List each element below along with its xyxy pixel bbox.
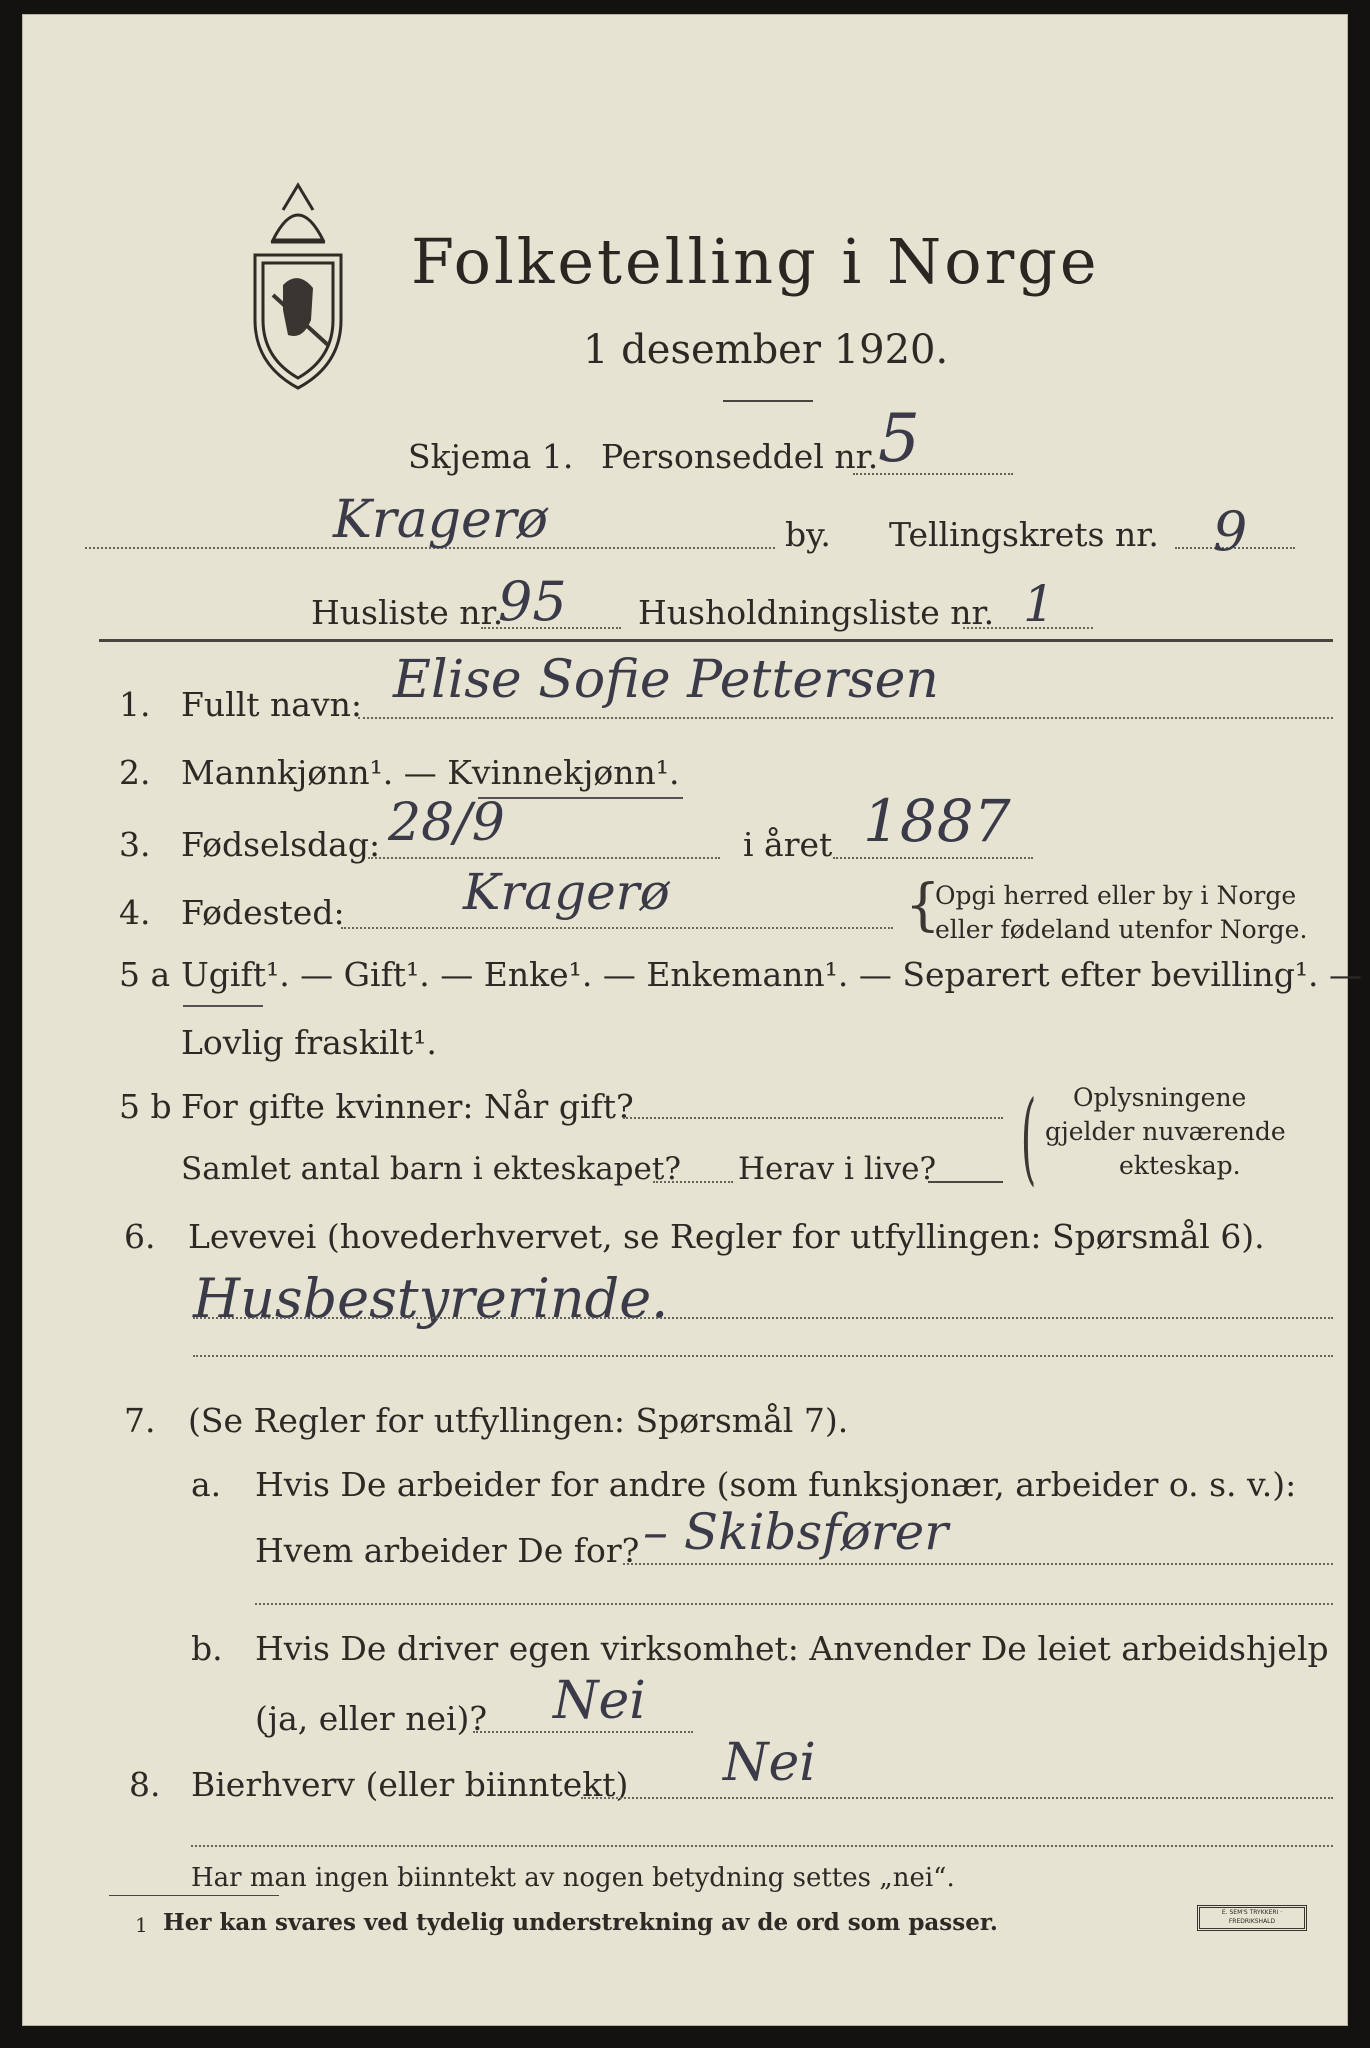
q7-label: (Se Regler for utfyllingen: Spørsmål 7).	[188, 1401, 849, 1440]
q1-label: Fullt navn:	[181, 685, 362, 724]
q7-number: 7.	[124, 1401, 156, 1440]
form-title: Folketelling i Norge	[411, 225, 1100, 298]
footnote-text: Her kan svares ved tydelig understrekning av de ord som passer.	[163, 1909, 998, 1936]
q5b-alive-label: Herav i live?	[738, 1151, 937, 1187]
q5b-note-line1: Oplysningene	[1073, 1083, 1247, 1112]
q5a-selected-underline	[183, 1005, 263, 1007]
q2-gender-options: Mannkjønn¹. — Kvinnekjønn¹.	[181, 753, 680, 792]
tellingskrets-label: Tellingskrets nr.	[889, 515, 1159, 554]
title-divider	[723, 400, 813, 402]
husholdning-label: Husholdningsliste nr.	[638, 593, 995, 632]
q1-full-name: Elise Sofie Pettersen	[393, 650, 939, 710]
q3-year-label: i året	[743, 825, 833, 864]
q3-birth-year: 1887	[863, 787, 1011, 855]
q3-label: Fødselsdag:	[181, 825, 381, 864]
q4-birth-place: Kragerø	[463, 863, 670, 921]
q6-label: Levevei (hovederhvervet, se Regler for utfyllingen: Spørsmål 6).	[188, 1217, 1265, 1256]
q5a-marital-options: Ugift¹. — Gift¹. — Enke¹. — Enkemann¹. — Separert efter bevilling¹. —	[181, 955, 1363, 994]
q7a-letter: a.	[191, 1465, 222, 1504]
q7b-hired-help-answer: Nei	[553, 1671, 646, 1731]
q5b-note-line2: gjelder nuværende	[1045, 1117, 1286, 1146]
census-form-sheet: Folketelling i Norge 1 desember 1920. Skjema 1. Personseddel nr. 5 Kragerø by. Tellingskrets nr. 9 Husliste nr. 95 Husholdningsliste nr. 1 1. Fullt navn: Elise Sofie Pettersen 2. Mannkjønn¹. — Kvinnekjønn¹. 3. Fødselsdag: 28/9 i året 1887 4. Fødested: Kragerø { Opgi herred eller by i Norge eller fødeland utenfor Norge. 5 a Ugift¹. — Gift¹. — Enke¹. — Enkemann¹. — Separert efter bevilling¹. — Lovlig fraskilt¹. 5 b For gifte kvinner: Når gift? Samlet antal barn i ekteskapet? Herav i live? ( Oplysningene gjelder nuværende ekteskap. 6. Levevei (hovederhvervet, se Regler for utfyllingen: Spørsmål 6). Husbestyrerinde. 7. (Se Regler for utfyllingen: Spørsmål 7). a. Hvis De arbeider for andre (som funksjonær, arbeider o. s. v.): Hvem arbeider De for? – Skibsfører b. Hvis De driver egen virksomhet: Anvender De leiet arbeidshjelp (ja, eller nei)? Nei 8. Bierhverv (eller biinntekt) Nei Har man ingen biinntekt av nogen betydning settes „nei“. 1 Her kan svares ved tydelig understrekning av de ord som passer. E. SEM'S TRYKKERI · FREDRIKSHALD	[22, 14, 1348, 2026]
q2-selected-underline	[478, 797, 683, 799]
q1-number: 1.	[119, 685, 151, 724]
q5a-label-continued: Lovlig fraskilt¹.	[181, 1023, 437, 1062]
header-rule	[99, 639, 1333, 642]
footnote-number: 1	[135, 1913, 148, 1937]
q6-number: 6.	[124, 1217, 156, 1256]
by-label: by.	[785, 515, 831, 554]
q2-number: 2.	[119, 753, 151, 792]
q5b-number: 5 b	[119, 1087, 172, 1126]
q5b-note-line3: ekteskap.	[1119, 1151, 1241, 1180]
q8-label: Bierhverv (eller biinntekt)	[191, 1765, 629, 1804]
q3-number: 3.	[119, 825, 151, 864]
husliste-value: 95	[498, 570, 567, 633]
q7a-employer-label: Hvem arbeider De for?	[255, 1531, 640, 1570]
personseddel-value: 5	[878, 400, 920, 477]
q7b-hired-help-label: (ja, eller nei)?	[255, 1699, 488, 1738]
q7a-employer: – Skibsfører	[643, 1503, 949, 1561]
q4-note-line1: Opgi herred eller by i Norge	[935, 881, 1297, 910]
husliste-label: Husliste nr.	[311, 593, 504, 632]
husholdning-value: 1	[1023, 575, 1055, 633]
q3-birth-date: 28/9	[388, 793, 505, 853]
personseddel-label: Personseddel nr.	[601, 437, 879, 476]
census-date: 1 desember 1920.	[583, 327, 949, 373]
q8-number: 8.	[129, 1765, 161, 1804]
printer-stamp: E. SEM'S TRYKKERI · FREDRIKSHALD	[1197, 1905, 1307, 1931]
q4-note-line2: eller fødeland utenfor Norge.	[935, 915, 1308, 944]
city-value: Kragerø	[333, 490, 548, 550]
q7b-letter: b.	[191, 1629, 223, 1668]
q5a-number: 5 a	[119, 955, 171, 994]
q4-number: 4.	[119, 893, 151, 932]
coat-of-arms-icon	[243, 170, 353, 395]
q8-side-income: Nei	[723, 1733, 816, 1793]
q7b-label: Hvis De driver egen virksomhet: Anvender De leiet arbeidshjelp	[255, 1629, 1329, 1668]
q5b-label: For gifte kvinner: Når gift?	[181, 1087, 634, 1126]
footer-note: Har man ingen biinntekt av nogen betydning settes „nei“.	[191, 1863, 955, 1893]
skjema-label: Skjema 1.	[408, 437, 574, 476]
q4-label: Fødested:	[181, 893, 345, 932]
q5b-children-label: Samlet antal barn i ekteskapet?	[181, 1151, 681, 1187]
q7a-label: Hvis De arbeider for andre (som funksjonær, arbeider o. s. v.):	[255, 1465, 1297, 1504]
q6-occupation: Husbestyrerinde.	[193, 1267, 669, 1330]
tellingskrets-value: 9	[1213, 500, 1248, 563]
